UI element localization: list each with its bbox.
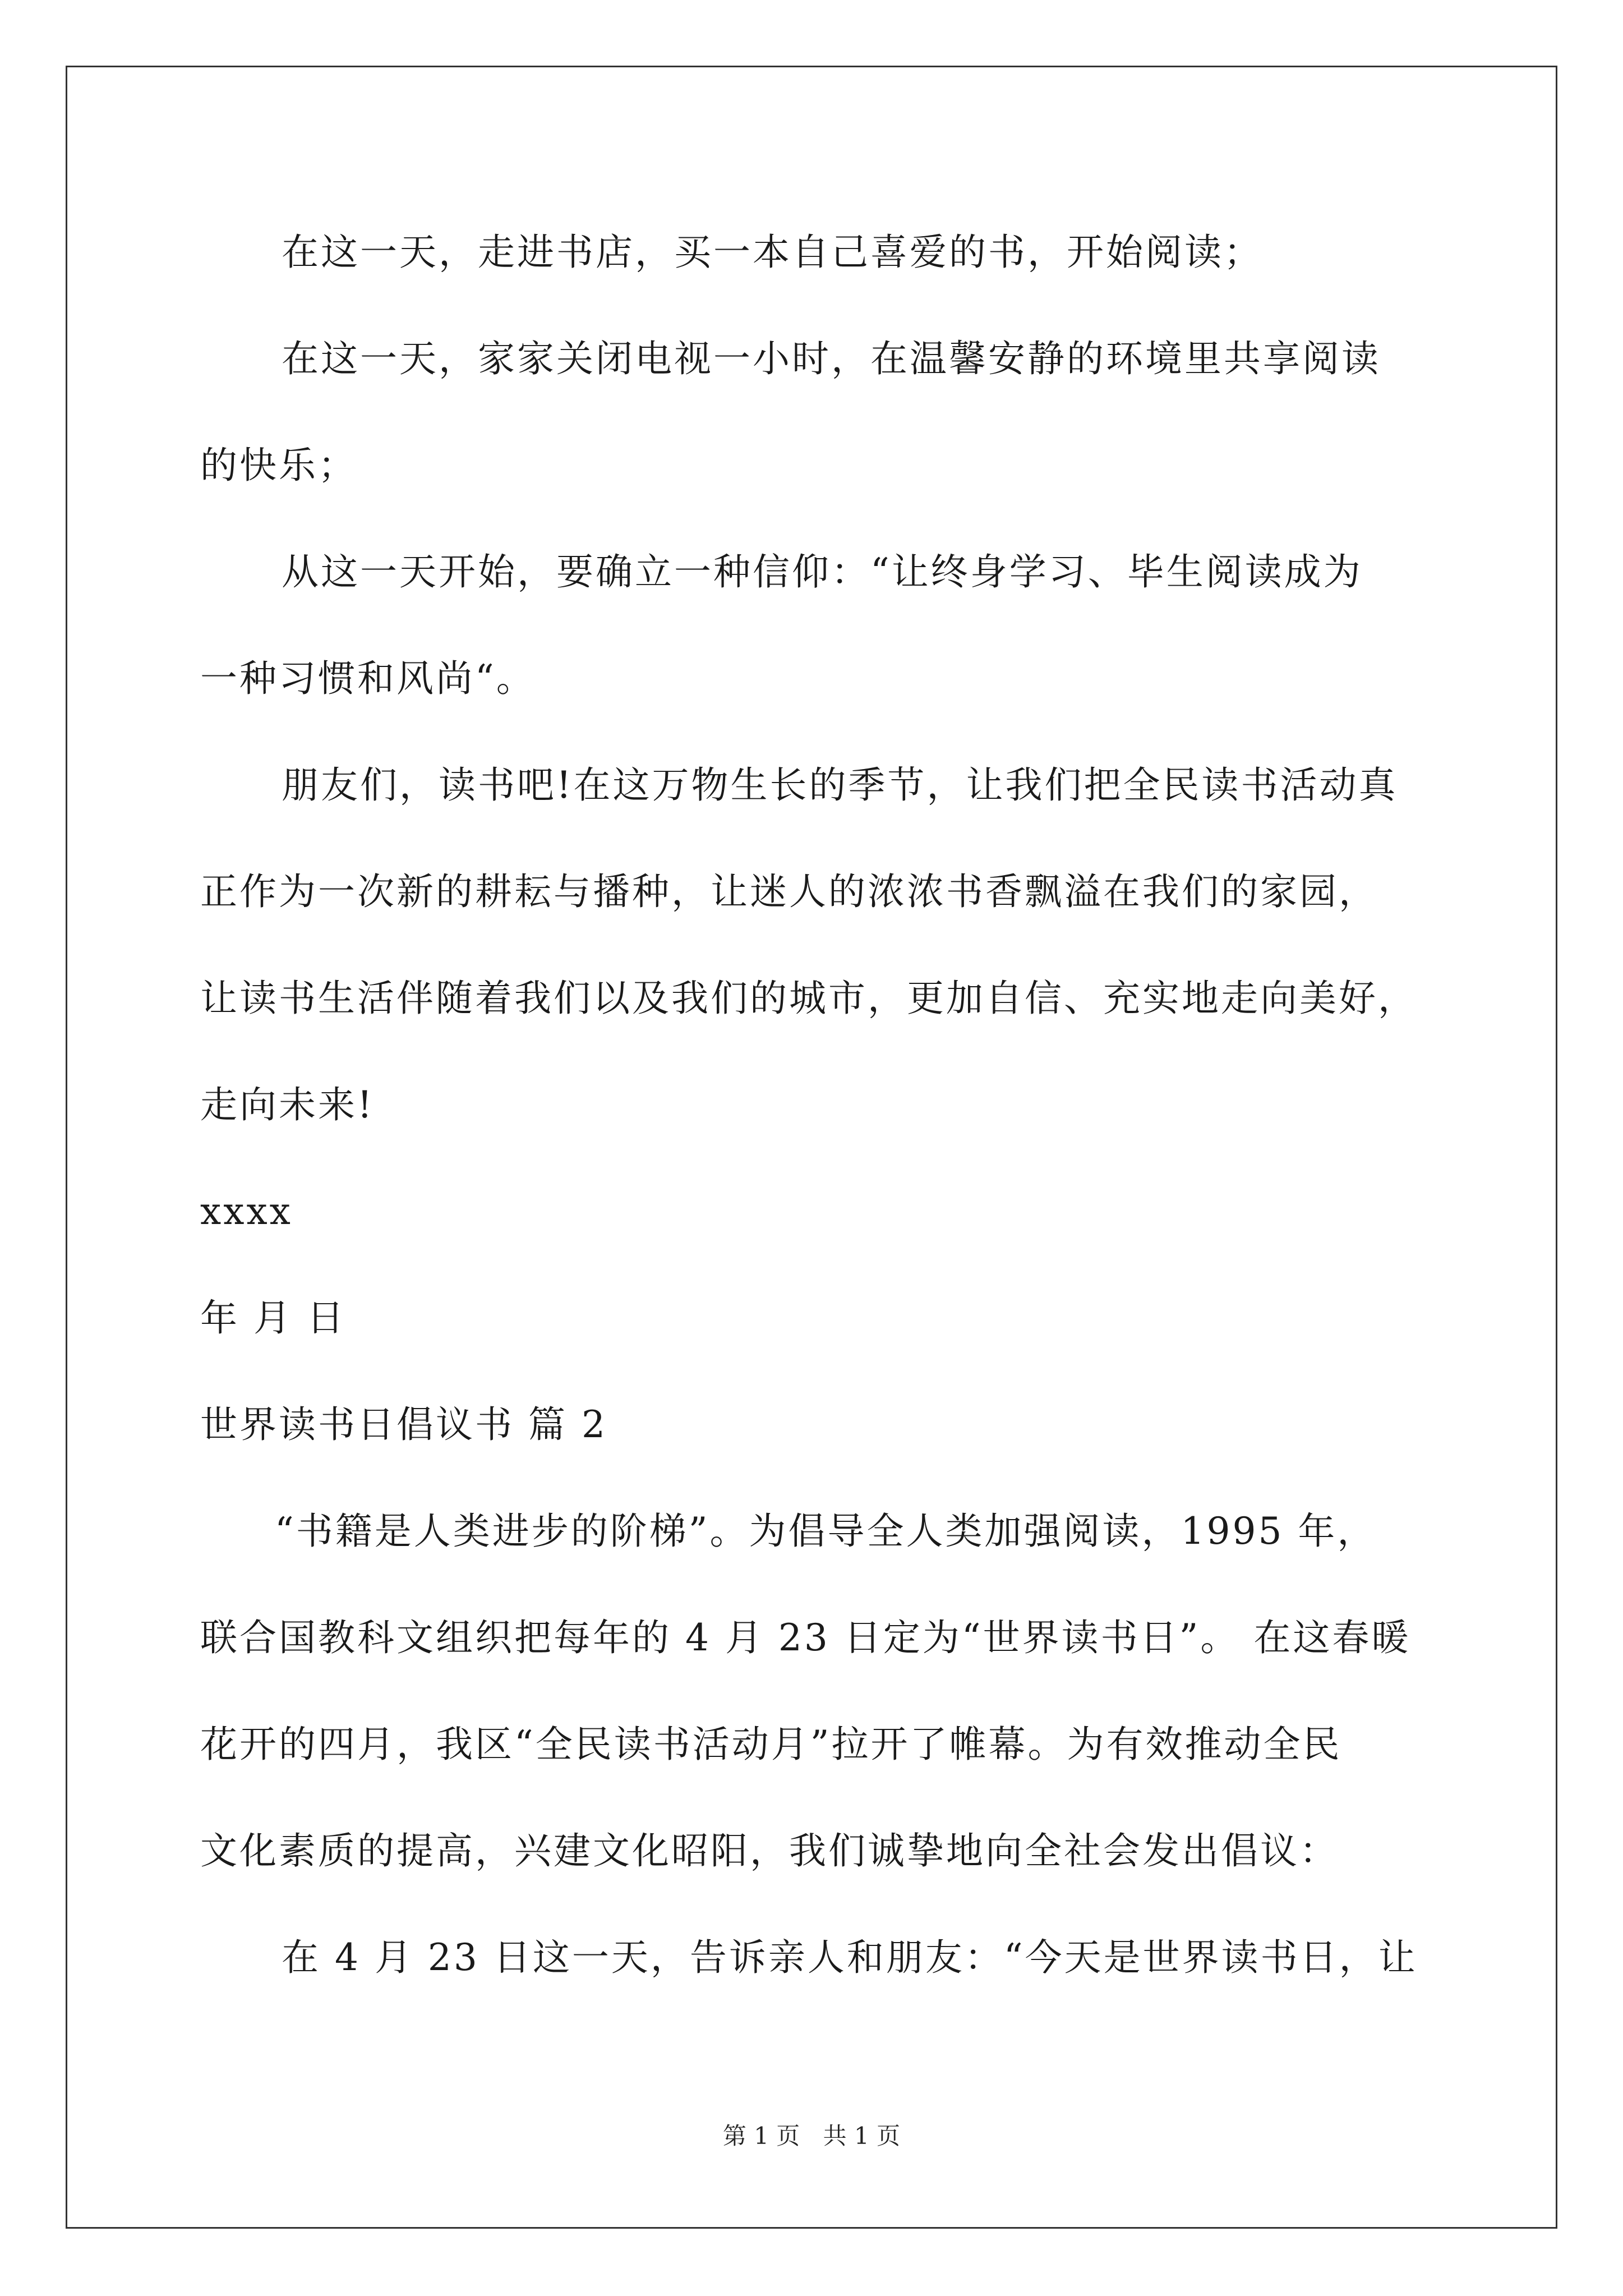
paragraph-line: 一种习惯和风尚“。 — [200, 657, 536, 700]
paragraph-line: 文化素质的提高，兴建文化昭阳，我们诚挚地向全社会发出倡议： — [200, 1829, 1339, 1872]
paragraph-line: 让读书生活伴随着我们以及我们的城市，更加自信、充实地走向美好， — [200, 977, 1417, 1020]
paragraph-line: 朋友们，读书吧!在这万物生长的季节，让我们把全民读书活动真 — [282, 763, 1398, 807]
page-number: 第 1 页 — [722, 2122, 800, 2150]
signature-line: xxxx — [200, 1190, 293, 1233]
paragraph-line: 走向未来! — [200, 1083, 375, 1126]
section-heading: 世界读书日倡议书 篇 2 — [200, 1403, 607, 1446]
page-border — [66, 66, 1557, 2229]
paragraph-line: 在 4 月 23 日这一天，告诉亲人和朋友：“今天是世界读书日，让 — [282, 1936, 1418, 1979]
paragraph-line: 的快乐； — [200, 444, 357, 487]
paragraph-line: 联合国教科文组织把每年的 4 月 23 日定为“世界读书日”。 在这春暖 — [200, 1616, 1411, 1659]
page-footer — [0, 2122, 1623, 2150]
paragraph-line: “书籍是人类进步的阶梯”。为倡导全人类加强阅读，1995 年， — [275, 1510, 1377, 1553]
page-total: 共 1 页 — [823, 2122, 901, 2150]
paragraph-line: 在这一天，走进书店，买一本自己喜爱的书，开始阅读； — [282, 231, 1263, 274]
paragraph-line: 在这一天，家家关闭电视一小时，在温馨安静的环境里共享阅读 — [282, 337, 1381, 380]
paragraph-line: 正作为一次新的耕耘与播种，让迷人的浓浓书香飘溢在我们的家园， — [200, 870, 1378, 913]
date-line: 年 月 日 — [200, 1296, 346, 1340]
paragraph-line: 从这一天开始，要确立一种信仰：“让终身学习、毕生阅读成为 — [282, 550, 1363, 593]
paragraph-line: 花开的四月，我区“全民读书活动月”拉开了帷幕。为有效推动全民 — [200, 1723, 1342, 1766]
